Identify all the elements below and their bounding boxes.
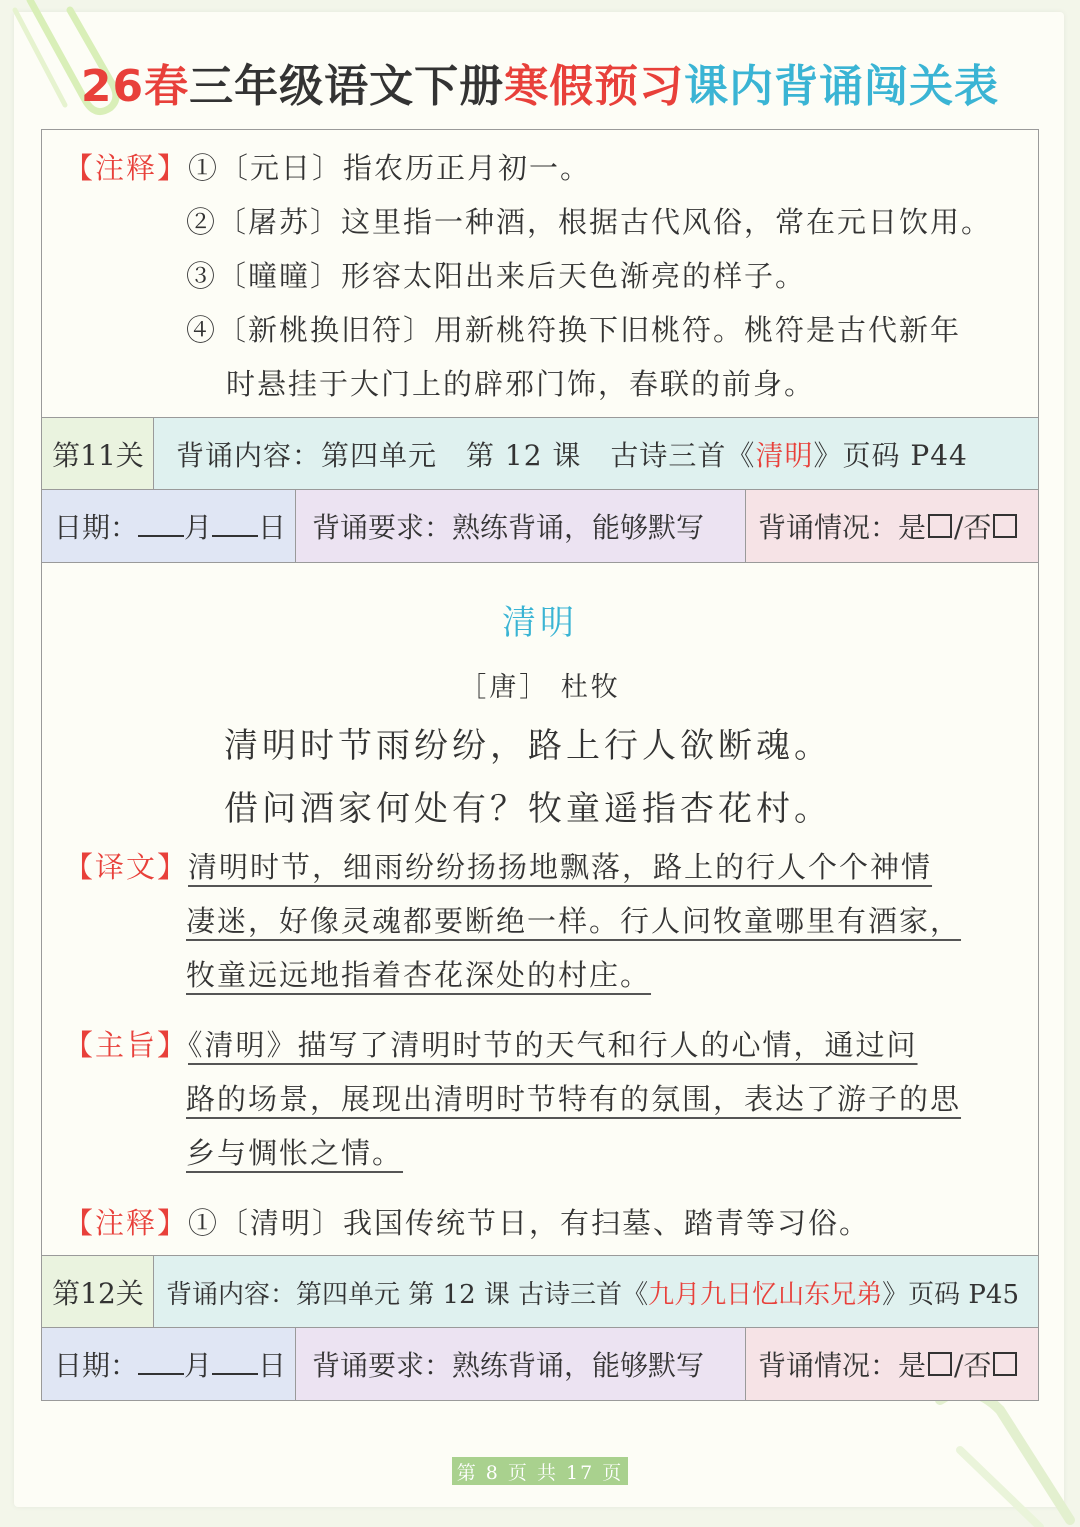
title-grade: 三年级语文下册 xyxy=(189,61,505,112)
level-12-status xyxy=(746,1328,1038,1400)
yes-checkbox[interactable] xyxy=(928,514,952,538)
note-line: ③〔曈曈〕形容太阳出来后天色渐亮的样子。 xyxy=(186,259,807,293)
level-11-date[interactable] xyxy=(42,490,296,562)
notes-label: 【注释】 xyxy=(64,151,189,185)
translation-label: 【译文】 xyxy=(64,850,189,884)
level-11-label: 第11关 xyxy=(42,418,154,490)
poem-line: 清明时节雨纷纷，路上行人欲断魂。 xyxy=(224,726,832,766)
title-table: 课内背诵闯关表 xyxy=(684,61,1000,112)
poem-line: 借问酒家何处有？牧童遥指杏花村。 xyxy=(224,789,832,829)
content-text: 背诵内容：第四单元 第 12 课 古诗三首《 xyxy=(176,439,756,472)
day-blank[interactable] xyxy=(212,515,258,537)
level-11-content xyxy=(154,418,1038,490)
divider xyxy=(42,1255,1038,1256)
level-11-requirement: 背诵要求：熟练背诵，能够默写 xyxy=(296,490,746,562)
month-label: 月 xyxy=(184,511,213,544)
day-label: 日 xyxy=(258,511,287,544)
divider xyxy=(42,417,1038,418)
level-11-status xyxy=(746,490,1038,562)
content-highlight: 九月九日忆山东兄弟 xyxy=(648,1279,883,1310)
divider xyxy=(42,1327,1038,1328)
status-no-label: /否 xyxy=(954,511,992,544)
translation-block xyxy=(64,845,932,886)
month-label: 月 xyxy=(184,1349,213,1382)
content-text: 》页码 P44 xyxy=(813,439,968,472)
level-12-label: 第12关 xyxy=(42,1256,154,1328)
translation-line: 牧童远远地指着杏花深处的村庄。 xyxy=(186,958,652,992)
status-label: 背诵情况：是 xyxy=(758,1349,927,1382)
divider xyxy=(295,1327,296,1400)
note-line: ①〔元日〕指农历正月初一。 xyxy=(188,151,592,185)
date-label: 日期： xyxy=(54,511,139,544)
theme-line: 乡与惆怅之情。 xyxy=(186,1136,404,1170)
poem-title: 清明 xyxy=(502,603,578,643)
no-checkbox[interactable] xyxy=(993,1352,1017,1376)
divider xyxy=(153,417,154,490)
month-blank[interactable] xyxy=(138,1353,184,1375)
theme-line: 路的场景，展现出清明时节特有的氛围，表达了游子的思 xyxy=(186,1082,962,1116)
level-12-date[interactable] xyxy=(42,1328,296,1400)
day-label: 日 xyxy=(258,1349,287,1382)
note2-label: 【注释】 xyxy=(64,1206,189,1240)
status-label: 背诵情况：是 xyxy=(758,511,927,544)
level-12-requirement: 背诵要求：熟练背诵，能够默写 xyxy=(296,1328,746,1400)
note-line: 时悬挂于大门上的辟邪门饰，春联的前身。 xyxy=(226,367,816,401)
content-highlight: 清明 xyxy=(755,439,814,472)
month-blank[interactable] xyxy=(138,515,184,537)
note-line: ④〔新桃换旧符〕用新桃符换下旧桃符。桃符是古代新年 xyxy=(186,313,962,347)
title-holiday: 寒假预习 xyxy=(504,61,685,112)
divider xyxy=(42,562,1038,563)
note2-text: ①〔清明〕我国传统节日，有扫墓、踏青等习俗。 xyxy=(188,1206,871,1240)
date-label: 日期： xyxy=(54,1349,139,1382)
theme-block xyxy=(64,1023,918,1064)
divider xyxy=(745,1327,746,1400)
note2-block xyxy=(64,1201,870,1242)
content-text: 》页码 P45 xyxy=(882,1279,1020,1310)
theme-line: 《清明》描写了清明时节的天气和行人的心情，通过问 xyxy=(188,1028,918,1062)
page-title xyxy=(0,50,1080,114)
divider xyxy=(153,1255,154,1328)
recitation-sheet xyxy=(41,129,1039,1401)
theme-label: 【主旨】 xyxy=(64,1028,189,1062)
status-no-label: /否 xyxy=(954,1349,992,1382)
title-year: 26春 xyxy=(80,61,190,112)
poem-author: ［唐］ 杜牧 xyxy=(459,672,621,703)
divider xyxy=(295,489,296,562)
level-12-content xyxy=(154,1256,1038,1328)
translation-line: 凄迷，好像灵魂都要断绝一样。行人问牧童哪里有酒家， xyxy=(186,904,962,938)
notes-block xyxy=(64,146,591,187)
yes-checkbox[interactable] xyxy=(928,1352,952,1376)
note-line: ②〔屠苏〕这里指一种酒，根据古代风俗，常在元日饮用。 xyxy=(186,205,993,239)
divider xyxy=(745,489,746,562)
content-text: 背诵内容：第四单元 第 12 课 古诗三首《 xyxy=(166,1279,649,1310)
no-checkbox[interactable] xyxy=(993,514,1017,538)
divider xyxy=(42,489,1038,490)
page-number: 第 8 页 共 17 页 xyxy=(452,1457,628,1485)
translation-line: 清明时节，细雨纷纷扬扬地飘落，路上的行人个个神情 xyxy=(188,850,933,884)
day-blank[interactable] xyxy=(212,1353,258,1375)
